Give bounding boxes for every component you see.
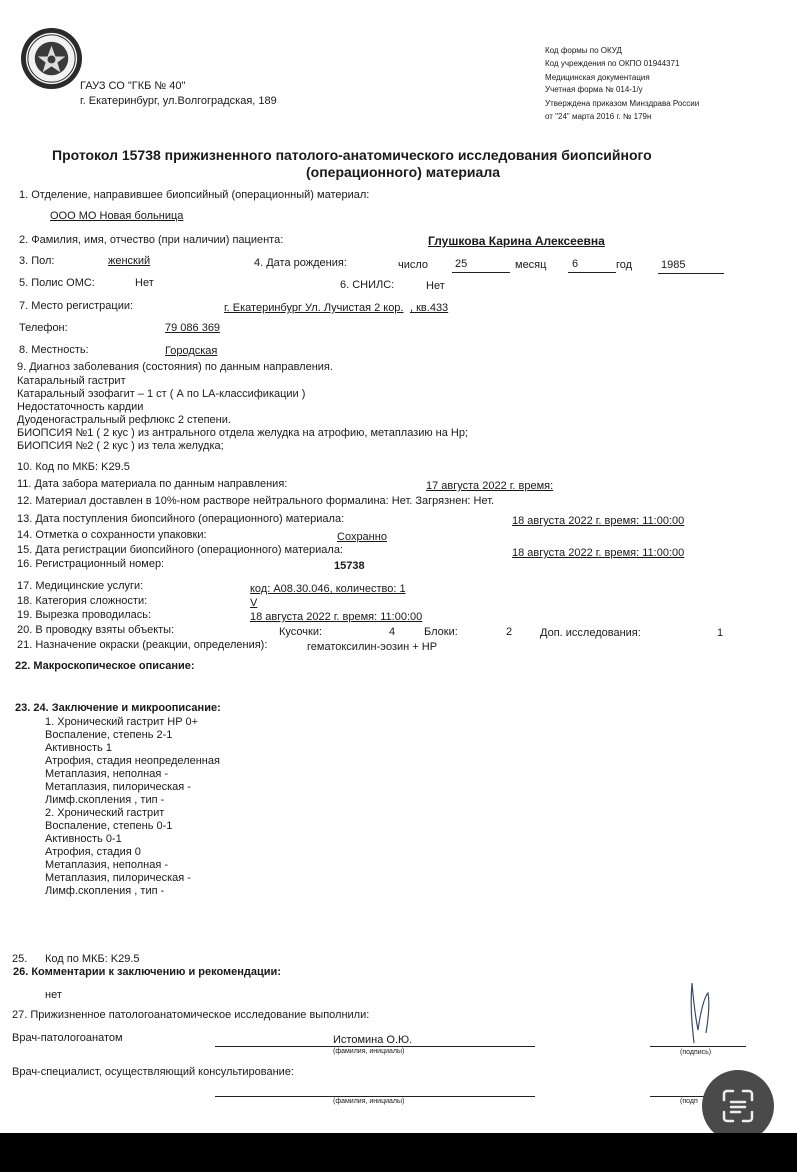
f10-label: 10. Код по МКБ: K29.5 (17, 461, 130, 473)
micro-line-5: Метаплазия, неполная - (45, 768, 169, 780)
f11-label: 11. Дата забора материала по данным направления: (17, 478, 288, 490)
handwritten-signature-icon (680, 975, 720, 1045)
f14-value: Сохранно (337, 531, 387, 543)
f20-label: 20. В проводку взяты объекты: (17, 624, 175, 636)
f1-label: 1. Отделение, направившее биопсийный (операционный) материал: (19, 189, 370, 201)
form-meta-4: Учетная форма № 014-1/у (545, 85, 643, 94)
micro-line-1: 1. Хронический гастрит HP 0+ (45, 716, 198, 728)
f25-label: Код по МКБ: K29.5 (45, 953, 140, 965)
f13-value: 18 августа 2022 г. время: 11:00:00 (512, 515, 685, 527)
f6-label: 6. СНИЛС: (340, 279, 395, 291)
form-meta-1: Код формы по ОКУД (545, 46, 622, 55)
micro-line-7: Лимф.скопления , тип - (45, 794, 165, 806)
f7-value: г. Екатеринбург Ул. Лучистая 2 кор. (224, 302, 404, 314)
f1-value: ООО МО Новая больница (50, 210, 184, 222)
f5-label: 5. Полис ОМС: (19, 277, 95, 289)
f19-label: 19. Вырезка проводилась: (17, 609, 152, 621)
f4-day: 25 (455, 258, 468, 270)
sign1-label: Врач-патологоанатом (12, 1032, 123, 1044)
phone-value: 79 086 369 (165, 322, 221, 334)
form-meta-3: Медицинская документация (545, 73, 650, 82)
f27-label: 27. Прижизненное патологоанатомическое исследование выполнили: (12, 1009, 370, 1021)
f2-label: 2. Фамилия, имя, отчество (при наличии) пациента: (19, 234, 284, 246)
f25-num: 25. (12, 953, 28, 965)
f4-month-line (568, 272, 616, 273)
f17-value: код: A08.30.046, количество: 1 (250, 583, 406, 595)
patient-name: Глушкова Карина Алексеевна (428, 234, 605, 248)
form-meta-2: Код учреждения по ОКПО 01944371 (545, 59, 680, 68)
f4-day-label: число (398, 259, 429, 271)
f12-label: 12. Материал доставлен в 10%-ном растворе нейтрального формалина: Нет. Загрязнен: Нет. (17, 495, 495, 507)
micro-line-13: Метаплазия, пилорическая - (45, 872, 191, 884)
sign2-sig-caption: (подп (680, 1098, 698, 1105)
phone-label: Телефон: (19, 322, 68, 334)
sign2-name-line (215, 1096, 535, 1097)
f13-label: 13. Дата поступления биопсийного (операционного) материала: (17, 513, 345, 525)
f9-label: 9. Диагноз заболевания (состояния) по данным направления. (17, 361, 333, 373)
f8-label: 8. Местность: (19, 344, 89, 356)
f14-label: 14. Отметка о сохранности упаковки: (17, 529, 207, 541)
sign2-label: Врач-специалист, осуществляющий консультирование: (12, 1066, 294, 1078)
f21-label: 21. Назначение окраски (реакции, определения): (17, 639, 268, 651)
f19-value: 18 августа 2022 г. время: 11:00:00 (250, 611, 423, 623)
sign1-sig-caption: (подпись) (680, 1049, 712, 1056)
micro-line-10: Активность 0-1 (45, 833, 122, 845)
sign1-name: Истомина О.Ю. (333, 1034, 413, 1046)
f3-label: 3. Пол: (19, 255, 55, 267)
f20-pieces-label: Кусочки: (279, 626, 323, 638)
f20-blocks: 2 (506, 626, 513, 638)
sign1-name-line (215, 1046, 535, 1047)
protocol-title: Протокол 15738 прижизненного патолого-анатомического исследования биопсийного (52, 147, 652, 163)
protocol-title-2: (операционного) материала (306, 164, 500, 180)
micro-line-3: Активность 1 (45, 742, 112, 754)
f4-month: 6 (572, 258, 579, 270)
f4-label: 4. Дата рождения: (254, 257, 347, 269)
scan-text-icon (702, 1070, 774, 1142)
f16-value: 15738 (334, 560, 365, 572)
f17-label: 17. Медицинские услуги: (17, 580, 144, 592)
f15-value: 18 августа 2022 г. время: 11:00:00 (512, 547, 685, 559)
form-meta-6: от "24" марта 2016 г. № 179н (545, 112, 652, 121)
f5-value: Нет (135, 277, 154, 289)
f4-year-line (658, 273, 724, 274)
f6-value: Нет (426, 280, 445, 292)
f20-pieces: 4 (389, 626, 396, 638)
micro-line-14: Лимф.скопления , тип - (45, 885, 165, 897)
f21-value: гематоксилин-эозин + HP (307, 641, 438, 653)
form-meta-5: Утверждена приказом Минздрава России (545, 99, 700, 108)
sign1-sig-line (650, 1046, 746, 1047)
f9-line-5: БИОПСИЯ №1 ( 2 кус ) из антрального отдела желудка на атрофию, метаплазию на Hp; (17, 427, 469, 439)
hospital-seal-icon (20, 27, 83, 90)
micro-line-9: Воспаление, степень 0-1 (45, 820, 173, 832)
micro-line-12: Метаплазия, неполная - (45, 859, 169, 871)
f20-extra-label: Доп. исследования: (540, 627, 641, 639)
sign1-caption: (фамилия, инициалы) (333, 1048, 405, 1055)
f4-year: 1985 (661, 259, 686, 271)
f8-value: Городская (165, 345, 218, 357)
f22-label: 22. Макроскопическое описание: (15, 660, 195, 672)
org-address: г. Екатеринбург, ул.Волгоградская, 189 (80, 95, 277, 107)
f4-day-line (452, 272, 510, 273)
f18-label: 18. Категория сложности: (17, 595, 148, 607)
micro-line-6: Метаплазия, пилорическая - (45, 781, 191, 793)
f20-extra: 1 (717, 627, 724, 639)
sign2-sig-line (650, 1096, 710, 1097)
f4-year-label: год (616, 259, 633, 271)
f11-value: 17 августа 2022 г. время: (426, 480, 554, 492)
f26-label: 26. Комментарии к заключению и рекомендации: (13, 966, 281, 978)
f26-value: нет (45, 989, 62, 1001)
micro-line-4: Атрофия, стадия неопределенная (45, 755, 220, 767)
micro-line-8: 2. Хронический гастрит (45, 807, 165, 819)
f2324-label: 23. 24. Заключение и микроописание: (15, 702, 221, 714)
bottom-bar (0, 1133, 797, 1172)
f9-line-2: Катаральный эзофагит – 1 ст ( А по LA-классификации ) (17, 388, 306, 400)
micro-line-2: Воспаление, степень 2-1 (45, 729, 173, 741)
f9-line-4: Дуоденогастральный рефлюкс 2 степени. (17, 414, 231, 426)
f9-line-3: Недостаточность кардии (17, 401, 144, 413)
f7-apt: , кв.433 (410, 302, 449, 314)
scan-text-button[interactable] (702, 1070, 774, 1142)
f15-label: 15. Дата регистрации биопсийного (операционного) материала: (17, 544, 343, 556)
f20-blocks-label: Блоки: (424, 626, 458, 638)
f9-line-6: БИОПСИЯ №2 ( 2 кус ) из тела желудка; (17, 440, 224, 452)
f3-value: женский (108, 255, 151, 267)
f16-label: 16. Регистрационный номер: (17, 558, 165, 570)
f7-label: 7. Место регистрации: (19, 300, 134, 312)
f9-line-1: Катаральный гастрит (17, 375, 126, 387)
f4-month-label: месяц (515, 259, 547, 271)
sign2-caption: (фамилия, инициалы) (333, 1098, 405, 1105)
org-name: ГАУЗ СО "ГКБ № 40" (80, 80, 186, 92)
micro-line-11: Атрофия, стадия 0 (45, 846, 141, 858)
f18-value: V (250, 597, 258, 609)
